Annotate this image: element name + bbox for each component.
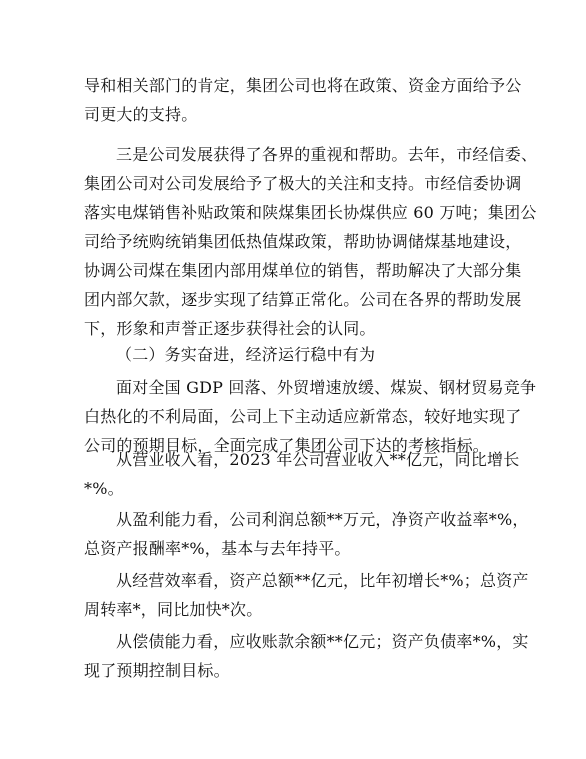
paragraph-line: 导和相关部门的肯定，集团公司也将在政策、资金方面给予公 (84, 76, 522, 95)
paragraph-line: 集团公司对公司发展给予了极大的关注和支持。市经信委协调 (84, 174, 522, 193)
paragraph-line: 公司的预期目标，全面完成了集团公司下达的考核指标。 (84, 436, 490, 455)
paragraph-line: 从营业收入看，2023 年公司营业收入**亿元，同比增长 (116, 450, 520, 469)
paragraph-profitability (84, 505, 529, 563)
paragraph-solvency (84, 627, 529, 685)
paragraph-line: *%。 (84, 479, 124, 498)
paragraph-line: 面对全国 GDP 回落、外贸增速放缓、煤炭、钢材贸易竞争 (116, 378, 537, 397)
paragraph-revenue (84, 445, 520, 503)
paragraph-line: 总资产报酬率*%，基本与去年持平。 (84, 539, 351, 558)
paragraph-line: 下，形象和声誉正逐步获得社会的认同。 (84, 319, 376, 338)
paragraph-line: 司给予统购统销集团低热值煤政策，帮助协调储煤基地建设， (84, 232, 522, 251)
paragraph-line: 周转率*，同比加快*次。 (84, 600, 263, 619)
paragraph-line: 从经营效率看，资产总额**亿元，比年初增长*%；总资产 (116, 571, 529, 590)
paragraph-line: 司更大的支持。 (84, 105, 198, 124)
paragraph-line: 协调公司煤在集团内部用煤单位的销售，帮助解决了大部分集 (84, 261, 522, 280)
paragraph-efficiency (84, 566, 529, 624)
paragraph-line: 现了预期控制目标。 (84, 661, 230, 680)
paragraph-third-point (84, 140, 538, 343)
paragraph-line: 落实电煤销售补贴政策和陕煤集团长协煤供应 60 万吨；集团公 (84, 203, 537, 222)
section-heading (84, 340, 504, 369)
paragraph-line: 团内部欠款，逐步实现了结算正常化。公司在各界的帮助发展 (84, 290, 522, 309)
section-heading-text: （二）务实奋进，经济运行稳中有为 (116, 345, 376, 364)
paragraph-continuation (84, 71, 522, 129)
paragraph-line: 三是公司发展获得了各界的重视和帮助。去年，市经信委、 (116, 145, 538, 164)
paragraph-line: 从盈利能力看，公司利润总额**万元，净资产收益率*%， (116, 510, 529, 529)
paragraph-line: 白热化的不利局面，公司上下主动适应新常态，较好地实现了 (84, 407, 522, 426)
paragraph-line: 从偿债能力看，应收账款余额**亿元；资产负债率*%，实 (116, 632, 529, 651)
